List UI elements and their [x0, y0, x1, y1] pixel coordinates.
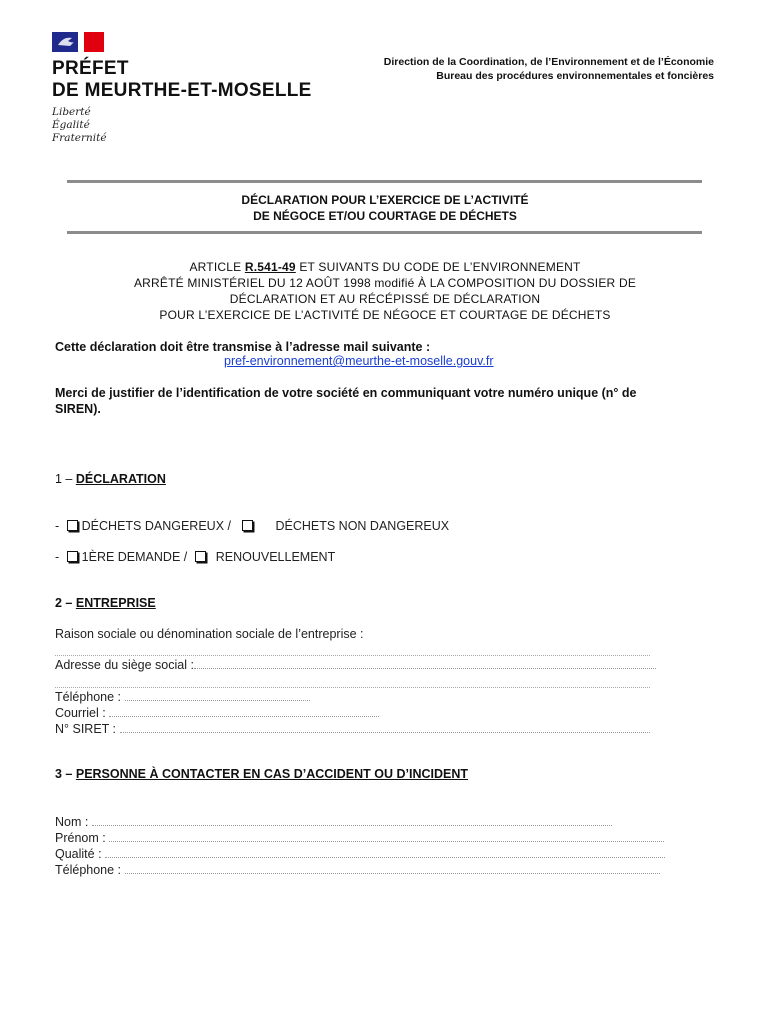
- waste-type-options: - DÉCHETS DANGEREUX / DÉCHETS NON DANGEREUX: [55, 519, 450, 533]
- section-entreprise-heading: 2 – ENTREPRISE: [55, 596, 156, 610]
- direction-name: Direction de la Coordination, de l’Environnement et de l’Économie: [383, 56, 714, 68]
- transmission-text: Cette déclaration doit être transmise à l’adresse mail suivante :: [55, 340, 431, 354]
- siret-row: [55, 721, 650, 737]
- issuing-department: [384, 55, 714, 83]
- contact-telephone-field[interactable]: [125, 863, 660, 874]
- article-line4: POUR L’EXERCICE DE L’ACTIVITÉ DE NÉGOCE ET COURTAGE DE DÉCHETS: [159, 308, 611, 322]
- title-line1: DÉCLARATION POUR L’EXERCICE DE L’ACTIVITÉ: [241, 193, 529, 207]
- prenom-label: Prénom :: [55, 831, 106, 845]
- contact-telephone-row: [55, 862, 660, 878]
- qualite-row: [55, 846, 665, 862]
- adresse-row: [55, 657, 656, 673]
- nom-row: [55, 814, 612, 830]
- prenom-row: [55, 830, 664, 846]
- raison-sociale-label: Raison sociale ou dénomination sociale de l’entreprise :: [55, 627, 364, 641]
- devise: [52, 106, 107, 145]
- telephone-row: [55, 689, 310, 705]
- marianne-logo: [52, 32, 104, 52]
- raison-sociale-field[interactable]: [55, 654, 650, 656]
- article-line2: ARRÊTÉ MINISTÉRIEL DU 12 AOÛT 1998 modifié À LA COMPOSITION DU DOSSIER DE: [133, 276, 637, 290]
- courriel-field[interactable]: [109, 706, 379, 717]
- telephone-field[interactable]: [125, 690, 310, 701]
- renewal-checkbox[interactable]: [195, 551, 206, 562]
- siret-field[interactable]: [120, 722, 650, 733]
- title-rule-bottom: [67, 231, 702, 234]
- qualite-label: Qualité :: [55, 847, 102, 861]
- first-request-checkbox[interactable]: [67, 551, 78, 562]
- contact-telephone-label: Téléphone :: [55, 863, 122, 877]
- document-title: [0, 192, 770, 224]
- request-type-options: - 1ÈRE DEMANDE / RENOUVELLEMENT: [55, 550, 336, 564]
- article-ref-link: R.541-49: [244, 260, 296, 274]
- siret-label: N° SIRET :: [55, 722, 117, 736]
- courriel-label: Courriel :: [55, 706, 106, 720]
- prefet-line2: DE MEURTHE-ET-MOSELLE: [52, 80, 312, 101]
- courriel-row: [55, 705, 379, 721]
- legal-reference: [0, 259, 770, 323]
- nom-label: Nom :: [55, 815, 89, 829]
- nom-field[interactable]: [92, 815, 612, 826]
- first-request-label: 1ÈRE DEMANDE /: [81, 550, 188, 564]
- adresse-label: Adresse du siège social :: [55, 658, 194, 672]
- qualite-field[interactable]: [105, 847, 665, 858]
- devise-egalite: Égalité: [52, 119, 90, 131]
- adresse-field[interactable]: [194, 658, 656, 669]
- telephone-label: Téléphone :: [55, 690, 122, 704]
- article-line3: DÉCLARATION ET AU RÉCÉPISSÉ DE DÉCLARATION: [229, 292, 541, 306]
- title-rule-top: [67, 180, 702, 183]
- prefet-line1: PRÉFET: [52, 58, 129, 79]
- article-line1: ARTICLE R.541-49 ET SUIVANTS DU CODE DE L’ENVIRONNEMENT: [189, 260, 581, 274]
- adresse-field-line2[interactable]: [55, 686, 650, 688]
- non-dangerous-waste-label: DÉCHETS NON DANGEREUX: [275, 519, 450, 533]
- siren-note: Merci de justifier de l’identification de votre société en communiquant votre numéro unique (n° de SIREN).: [55, 386, 637, 416]
- devise-liberte: Liberté: [52, 106, 91, 118]
- marianne-profile-icon: [56, 35, 76, 49]
- prenom-field[interactable]: [109, 831, 664, 842]
- bureau-name: Bureau des procédures environnementales et foncières: [436, 70, 714, 82]
- section-contact-heading: 3 – PERSONNE À CONTACTER EN CAS D’ACCIDENT OU D’INCIDENT: [55, 767, 469, 781]
- section-declaration-heading: 1 – DÉCLARATION: [55, 472, 166, 486]
- contact-email-link[interactable]: pref-environnement@meurthe-et-moselle.gouv.fr: [224, 354, 494, 368]
- prefet-heading: [52, 58, 312, 102]
- devise-fraternite: Fraternité: [52, 132, 107, 144]
- dangerous-waste-checkbox[interactable]: [67, 520, 78, 531]
- non-dangerous-waste-checkbox[interactable]: [242, 520, 253, 531]
- dangerous-waste-label: DÉCHETS DANGEREUX /: [81, 519, 231, 533]
- title-line2: DE NÉGOCE ET/OU COURTAGE DE DÉCHETS: [253, 209, 517, 223]
- renewal-label: RENOUVELLEMENT: [215, 550, 336, 564]
